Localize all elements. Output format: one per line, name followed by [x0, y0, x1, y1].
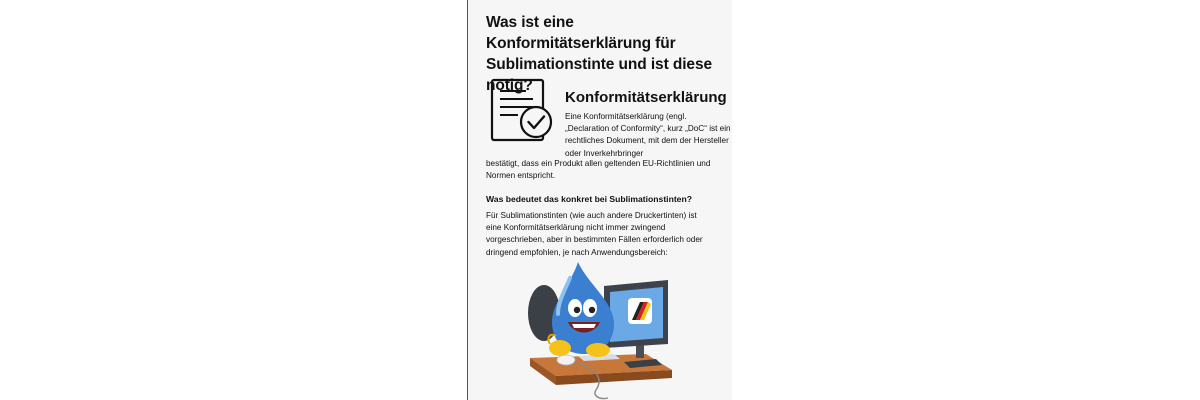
intro-paragraph-end: bestätigt, dass ein Produkt allen geltenden EU-Richtlinien und Normen entspricht.	[486, 159, 711, 181]
section-title: Konformitätserklärung	[565, 89, 727, 106]
intro-paragraph-start: Eine Konformitätserklärung (engl. „Declaration of Conformity“, kurz „DoC“ ist ein rechtliches Dokument, mit dem der Hersteller oder Inverkehrbringer	[565, 112, 731, 158]
subheading: Was bedeutet das konkret bei Sublimationstinten?	[486, 194, 692, 204]
document-check-icon	[490, 78, 554, 144]
article-page	[468, 0, 732, 400]
ink-drop-mascot-illustration	[526, 258, 676, 400]
body-paragraph: Für Sublimationstinten (wie auch andere Druckertinten) ist eine Konformitätserklärung nicht immer zwingend vorgeschrieben, aber in bestimmten Fällen erforderlich oder dringend empfohlen, je nach Anwendungsbereich:	[486, 211, 703, 257]
article-title: Was ist eine Konformitätserklärung für Sublimationstinte und ist diese nötig?	[486, 14, 712, 94]
